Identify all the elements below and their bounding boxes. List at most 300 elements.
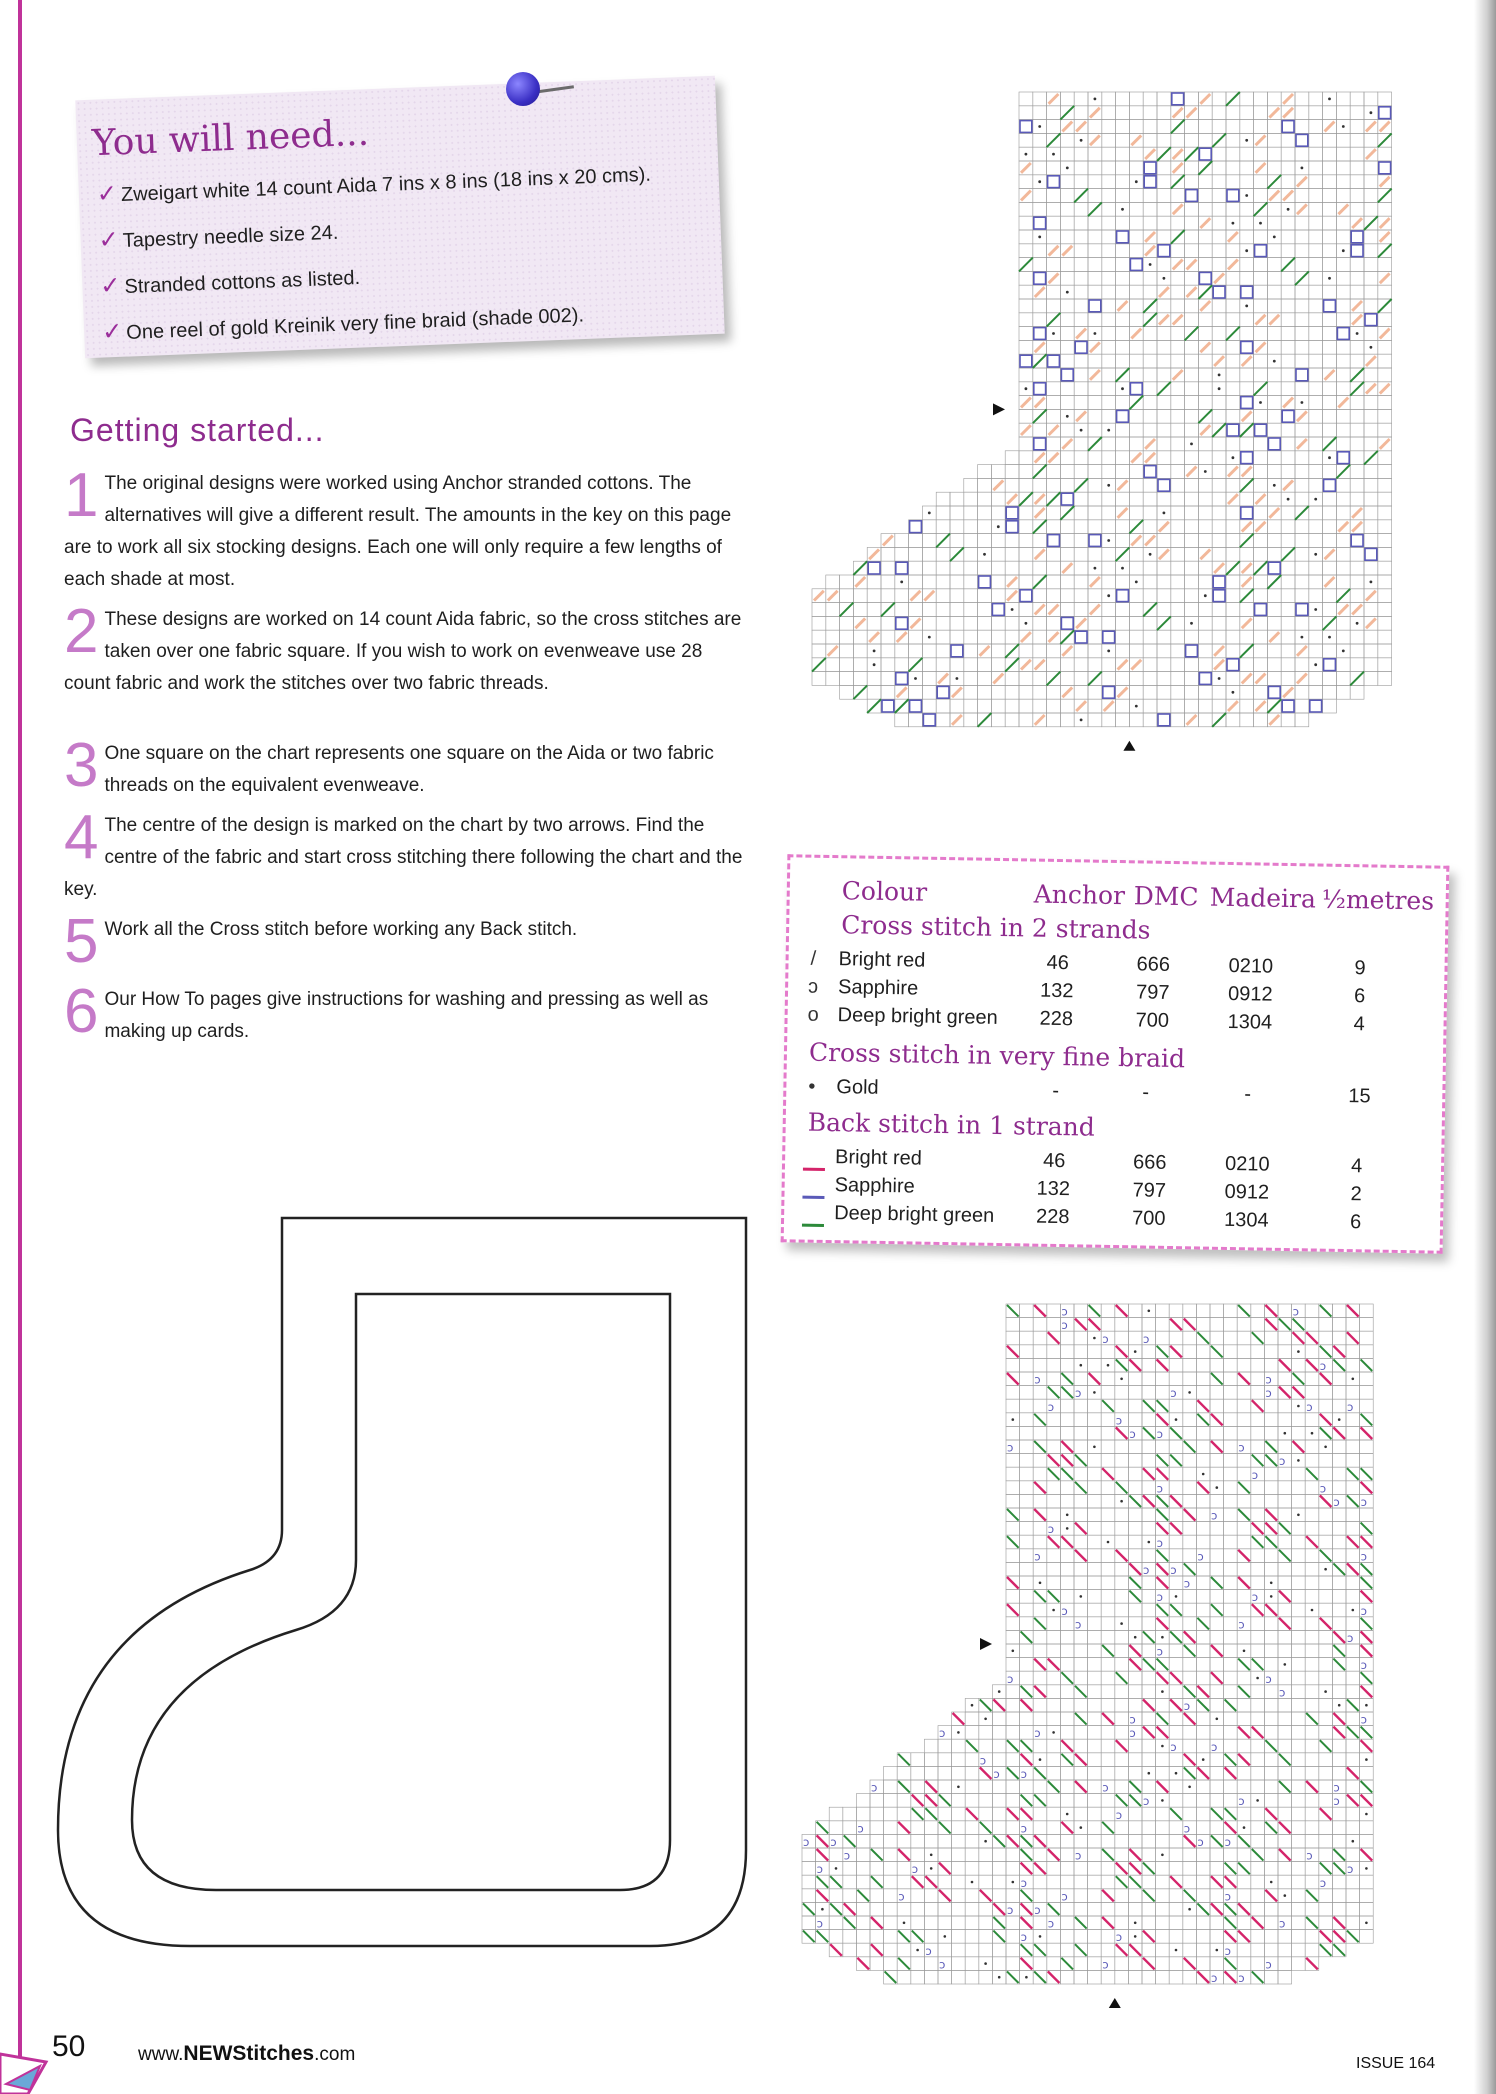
grid-cell [936,547,950,561]
green-stitch [830,1876,842,1888]
grid-cell [1212,313,1226,327]
grid-cell [1088,120,1102,134]
step-text: The centre of the design is marked on the chart by two arrows. Find the centre of the fabric and start cross stitching there following the chart and the key. [64,815,743,900]
green-stitch [1047,133,1061,147]
green-stitch [1378,189,1392,203]
grid-cell [991,575,1005,589]
green-stitch [1265,1740,1277,1752]
red-stitch [1075,1754,1087,1766]
grid-cell [1074,561,1088,575]
grid-cell [1088,1590,1102,1604]
grid-cell [1171,92,1185,106]
grid-cell [1115,1698,1129,1712]
grid-cell [950,630,964,644]
grid-cell [950,616,964,630]
grid-cell [1088,1698,1102,1712]
grid-cell [1088,1358,1102,1372]
grid-cell [1129,437,1143,451]
peach-stitch [1021,425,1031,435]
grid-cell [1115,1712,1129,1726]
grid-cell [1101,1372,1115,1386]
peach-stitch [1269,108,1279,118]
green-line-icon [802,1214,824,1237]
sapphire-stitch: ↄ [1156,1590,1163,1605]
green-stitch [1185,147,1199,161]
grid-cell [884,1807,898,1821]
sapphire-stitch [1130,383,1142,395]
grid-cell [978,603,992,617]
grid-cell [1033,1630,1047,1644]
grid-cell [1088,1766,1102,1780]
grid-cell [1102,547,1116,561]
grid-cell [1183,1875,1197,1889]
grid-cell [1143,409,1157,423]
grid-cell [1143,465,1157,479]
grid-cell [1157,465,1171,479]
grid-cell [1185,120,1199,134]
grid-cell [1171,506,1185,520]
peach-stitch [1035,287,1045,297]
red-stitch [1184,1631,1196,1643]
red-stitch [1048,1455,1060,1467]
grid-cell [1116,285,1130,299]
grid-cell [1183,1372,1197,1386]
green-stitch [1075,1944,1087,1956]
grid-cell [1115,1658,1129,1672]
grid-cell [1060,534,1074,548]
grid-cell [1102,161,1116,175]
grid-cell [1292,1902,1306,1916]
grid-cell [1350,285,1364,299]
grid-cell [1169,1508,1183,1522]
peach-stitch [1145,149,1155,159]
grid-cell [843,1943,857,1957]
peach-stitch [1159,522,1169,532]
grid-cell [1196,1494,1210,1508]
grid-cell [1074,465,1088,479]
sapphire-stitch: ↄ [1047,1916,1055,1931]
grid-cell [1237,1399,1251,1413]
grid-cell [1102,175,1116,189]
grid-cell [1295,313,1309,327]
grid-cell [1378,451,1392,465]
grid-cell [1360,1399,1374,1413]
green-stitch [1279,1754,1291,1766]
grid-cell [812,616,826,630]
grid-cell [1237,1875,1251,1889]
sapphire-stitch [1061,617,1073,629]
grid-cell [1378,258,1392,272]
grid-cell [1237,1331,1251,1345]
grid-cell [1336,133,1350,147]
sapphire-stitch: ↄ [1156,1427,1163,1441]
peach-stitch [1338,204,1348,214]
grid-cell [1240,147,1254,161]
grid-cell [1292,1562,1306,1576]
gold-stitch [1121,387,1124,390]
grid-cell [909,699,923,713]
grid-cell [1323,327,1337,341]
grid-cell [1364,133,1378,147]
grid-cell [1212,285,1226,299]
grid-cell [1196,1930,1210,1944]
gold-stitch [1342,650,1345,653]
sapphire-stitch [1117,410,1129,422]
grid-cell [1157,354,1171,368]
gold-stitch [1270,1881,1273,1884]
green-stitch [1238,1835,1250,1847]
grid-cell [1350,106,1364,120]
sapphire-stitch [1061,369,1073,381]
grid-cell [829,1807,843,1821]
grid-cell [1319,1508,1333,1522]
grid-cell [1254,547,1268,561]
grid-cell [1292,1658,1306,1672]
grid-cell [1198,520,1212,534]
grid-cell [1264,1399,1278,1413]
peach-stitch [1173,108,1183,118]
green-stitch [1034,1767,1046,1779]
grid-cell [1267,423,1281,437]
grid-cell [1278,1834,1292,1848]
grid-cell [1047,368,1061,382]
peach-stitch [924,591,934,601]
peach-stitch [1076,701,1086,711]
red-stitch [1306,1781,1318,1793]
grid-cell [1309,258,1323,272]
grid-cell [1281,465,1295,479]
peach-stitch [1187,467,1197,477]
red-stitch [871,1944,883,1956]
grid-cell [1020,1454,1034,1468]
grid-cell [964,492,978,506]
grid-cell [1323,561,1337,575]
green-stitch [980,1699,992,1711]
gold-stitch [1188,1391,1191,1394]
grid-cell [1226,175,1240,189]
sapphire-stitch: ↄ [1333,1780,1340,1795]
grid-cell [1129,258,1143,272]
peach-stitch [1118,687,1128,697]
grid-cell [1088,1685,1102,1699]
sapphire-stitch [1089,535,1101,547]
grid-cell [867,616,881,630]
grid-cell [1142,1603,1156,1617]
green-stitch [1033,465,1047,479]
gold-stitch [1149,263,1152,266]
grid-cell [1196,1712,1210,1726]
grid-cell [924,1957,938,1971]
grid-cell [1237,1671,1251,1685]
green-stitch [1170,1631,1182,1643]
gold-stitch [1342,125,1345,128]
gold-stitch [1149,553,1152,556]
grid-cell [853,589,867,603]
grid-cell [1309,368,1323,382]
grid-cell [1305,1930,1319,1944]
grid-cell [1210,1848,1224,1862]
green-stitch [1157,1400,1169,1412]
grid-cell [1332,1372,1346,1386]
grid-cell [1169,1535,1183,1549]
green-stitch [1129,1795,1141,1807]
red-stitch [1157,1468,1169,1480]
red-stitch [1197,1400,1209,1412]
grid-cell [1019,299,1033,313]
grid-cell [1210,1916,1224,1930]
materials-item: ✓ One reel of gold Kreinik very fine braid (shade 002). [101,304,585,346]
grid-cell [1142,1671,1156,1685]
gold-stitch [1190,622,1193,625]
grid-cell [1240,506,1254,520]
peach-stitch [1159,315,1169,325]
grid-cell [1129,244,1143,258]
grid-cell [1212,189,1226,203]
grid-cell [895,589,909,603]
green-stitch [1184,1563,1196,1575]
grid-cell [1183,1494,1197,1508]
grid-cell [952,1902,966,1916]
green-stitch [844,1835,856,1847]
grid-cell [1033,1603,1047,1617]
sapphire-stitch: ↄ [816,1916,823,1931]
grid-cell [1169,1658,1183,1672]
grid-cell [895,658,909,672]
grid-cell [1020,1494,1034,1508]
grid-cell [1074,244,1088,258]
grid-cell [1378,423,1392,437]
grid-cell [1254,106,1268,120]
grid-cell [1047,299,1061,313]
peach-stitch [1049,273,1059,283]
grid-cell [1254,244,1268,258]
grid-cell [1171,299,1185,313]
grid-cell [1020,1331,1034,1345]
grid-cell [1378,354,1392,368]
peach-stitch [883,536,893,546]
grid-cell [1019,478,1033,492]
grid-cell [843,1862,857,1876]
red-stitch [1238,1931,1250,1943]
grid-cell [1267,465,1281,479]
grid-cell [1210,1549,1224,1563]
grid-cell [843,1807,857,1821]
grid-cell [1171,451,1185,465]
grid-cell [1047,120,1061,134]
grid-cell [1183,1399,1197,1413]
gold-stitch [1301,167,1304,170]
grid-cell [1116,133,1130,147]
peach-stitch [1214,660,1224,670]
green-stitch [1170,1808,1182,1820]
grid-cell [1156,1902,1170,1916]
green-stitch [1226,327,1240,341]
grid-cell [1212,603,1226,617]
step-number: 4 [64,803,99,872]
grid-cell [1143,133,1157,147]
peach-stitch [1366,356,1376,366]
grid-cell [1378,396,1392,410]
peach-stitch [1062,563,1072,573]
grid-cell [1060,299,1074,313]
grid-cell [922,616,936,630]
grid-cell [1264,1916,1278,1930]
grid-cell [1060,354,1074,368]
green-stitch [1197,1903,1209,1915]
grid-cell [1295,189,1309,203]
grid-cell [1198,244,1212,258]
grid-cell [992,1712,1006,1726]
grid-cell [1350,630,1364,644]
stocking-template-outline [40,1210,760,1970]
sapphire-stitch [1130,259,1142,271]
grid-cell [911,1753,925,1767]
grid-cell [1196,1535,1210,1549]
grid-cell [1019,603,1033,617]
grid-cell [1224,1331,1238,1345]
check-icon: ✓ [99,272,122,300]
sapphire-stitch: ↄ [830,1835,837,1849]
grid-cell [1237,1562,1251,1576]
grid-cell [1020,1658,1034,1672]
grid-cell [978,685,992,699]
grid-cell [1047,699,1061,713]
green-stitch [950,547,964,561]
grid-cell [1020,1345,1034,1359]
key-header-dmc: DMC [1133,881,1199,912]
sapphire-stitch: ↄ [803,1835,810,1849]
grid-cell [1171,713,1185,727]
gold-stitch [835,1867,838,1870]
grid-cell [1171,396,1185,410]
grid-cell [1006,1862,1020,1876]
grid-cell [1185,685,1199,699]
grid-cell [1047,1304,1061,1318]
red-stitch [1347,1332,1359,1344]
red-stitch [939,1863,951,1875]
sapphire-stitch [1213,590,1225,602]
grid-cell [1019,547,1033,561]
grid-cell [1088,1902,1102,1916]
grid-cell [909,713,923,727]
peach-stitch [1131,660,1141,670]
grid-cell [1198,120,1212,134]
grid-cell [1210,1753,1224,1767]
grid-cell [1196,1644,1210,1658]
green-stitch [1279,1523,1291,1535]
grid-cell [884,1862,898,1876]
grid-cell [911,1780,925,1794]
green-stitch [1306,1468,1318,1480]
grid-cell [1033,534,1047,548]
red-stitch [1143,1958,1155,1970]
grid-cell [1336,561,1350,575]
grid-cell [1254,147,1268,161]
grid-cell [1378,92,1392,106]
sapphire-stitch: ↄ [1347,1862,1354,1877]
peach-stitch [1228,701,1238,711]
grid-cell [911,1957,925,1971]
grid-cell [1074,313,1088,327]
grid-cell [1295,368,1309,382]
grid-cell [1224,1685,1238,1699]
peach-stitch [1062,246,1072,256]
grid-cell [1305,1304,1319,1318]
red-stitch [1021,1808,1033,1820]
grid-cell [1378,644,1392,658]
grid-cell [1305,1671,1319,1685]
step-text: These designs are worked on 14 count Aida fabric, so the cross stitches are taken over one fabric square. If you wish to work on evenweave use 28 count fabric and work the stitches over two fabric threads. [64,609,742,694]
grid-cell [1020,1467,1034,1481]
green-stitch [1347,1727,1359,1739]
grid-cell [938,1943,952,1957]
grid-cell [1237,1848,1251,1862]
grid-cell [1019,340,1033,354]
grid-cell [1378,561,1392,575]
green-stitch [1116,1482,1128,1494]
grid-cell [1156,1753,1170,1767]
grid-cell [1210,1590,1224,1604]
grid-cell [1281,644,1295,658]
green-stitch [1048,1903,1060,1915]
grid-cell [1309,327,1323,341]
check-icon: ✓ [98,226,120,254]
grid-cell [1143,685,1157,699]
grid-cell [924,1834,938,1848]
grid-cell [1157,106,1171,120]
grid-cell [965,1821,979,1835]
grid-cell [1019,133,1033,147]
grid-cell [1196,1440,1210,1454]
peach-stitch [1076,411,1086,421]
sapphire-stitch: ↄ [1211,1508,1218,1523]
grid-cell [1185,244,1199,258]
grid-cell [1364,630,1378,644]
page-number: 50 [52,2030,86,2063]
peach-stitch [855,577,865,587]
step-5 [64,907,744,976]
red-stitch [1197,1686,1209,1698]
grid-cell [1115,1848,1129,1862]
grid-cell [1033,644,1047,658]
grid-cell [1364,644,1378,658]
red-stitch [898,1849,910,1861]
grid-cell [1196,1304,1210,1318]
grid-cell [1020,1535,1034,1549]
grid-cell [1309,423,1323,437]
grid-cell [1088,396,1102,410]
grid-cell [1116,644,1130,658]
grid-cell [1060,1862,1074,1876]
grid-cell [1212,92,1226,106]
grid-cell [1128,1440,1142,1454]
red-stitch [1129,1563,1141,1575]
grid-cell [911,1902,925,1916]
grid-cell [952,1957,966,1971]
grid-cell [1295,699,1309,713]
grid-cell [965,1957,979,1971]
grid-cell [1350,685,1364,699]
grid-cell [1074,1440,1088,1454]
grid-cell [1323,244,1337,258]
sapphire-stitch: ↄ [1143,1563,1150,1577]
green-stitch [912,1808,924,1820]
green-stitch [1047,313,1061,327]
grid-cell [1033,1821,1047,1835]
grid-cell [1281,575,1295,589]
gold-stitch [1066,1527,1069,1530]
green-stitch [1033,575,1047,589]
